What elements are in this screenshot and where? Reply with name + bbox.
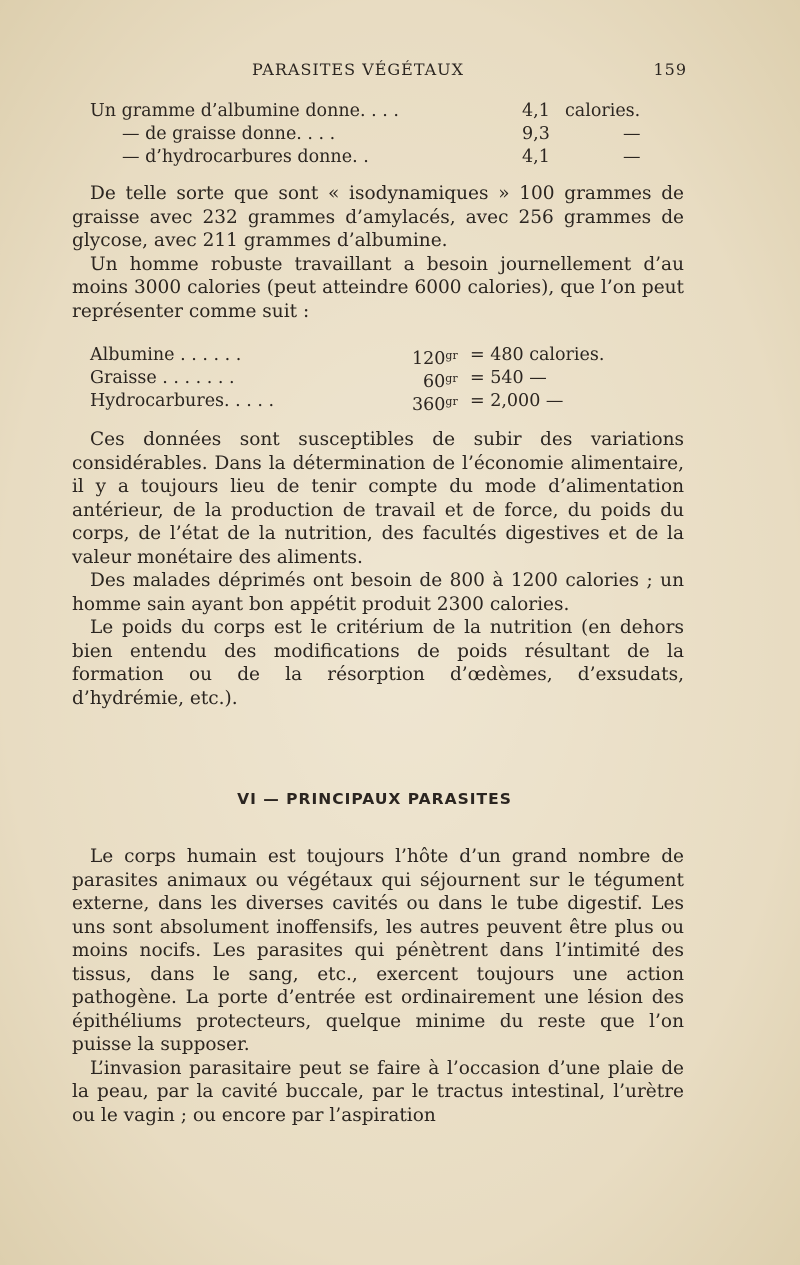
paragraph: L’invasion parasitaire peut se faire à l’occasion d’une plaie de la peau, par la cavité buccale, par le tractus intestinal, l’urètre ou le vagin ; ou encore par l’aspiration: [72, 1057, 684, 1126]
calories-unit: —: [623, 147, 641, 167]
section-heading: VI — PRINCIPAUX PARASITES: [237, 790, 512, 808]
ration-result: = 2,000 —: [470, 391, 564, 411]
page-number: 159: [653, 60, 687, 79]
ration-amount: $360^{gr}$: [412, 395, 458, 415]
paragraph: Ces données sont susceptibles de subir des variations considérables. Dans la détermination de l’économie alimentaire, il y a toujours lieu de tenir compte du mode d’alimentation antérieur, de la production de travail et de force, du poids du corps, de l’état de la nutrition, des facultés digestives et de la valeur monétaire des aliments.: [72, 429, 684, 568]
ration-label: Hydrocarbures. . . . .: [90, 391, 275, 411]
text-block-1: [72, 182, 684, 323]
calories-unit: calories.: [565, 101, 641, 121]
paragraph: Le poids du corps est le critérium de la nutrition (en dehors bien entendu des modifications de poids résultant de la formation ou de la résorption d’œdèmes, d’exsudats, d’hydrémie, etc.).: [72, 617, 684, 709]
daily-ration-table: [90, 344, 690, 413]
ration-label: Graisse . . . . . . .: [90, 368, 235, 388]
calories-per-gram-table: [90, 100, 690, 169]
ration-result: = 480 calories.: [470, 345, 605, 365]
paragraph: Des malades déprimés ont besoin de 800 à 1200 calories ; un homme sain ayant bon appétit produit 2300 calories.: [72, 570, 684, 615]
ration-row: [90, 344, 690, 367]
ration-amount: $120^{gr}$: [412, 349, 458, 369]
ration-amount: $60^{gr}$: [423, 372, 458, 392]
calories-row: [90, 123, 690, 146]
calories-value: 4,1: [522, 101, 550, 121]
calories-unit: —: [623, 124, 641, 144]
text-block-2: [72, 428, 684, 710]
calories-row: [90, 146, 690, 169]
calories-value: 4,1: [522, 147, 550, 167]
ration-result: = 540 —: [470, 368, 547, 388]
calories-label: — d’hydrocarbures donne. .: [122, 147, 369, 167]
text-block-3: [72, 845, 684, 1127]
ration-row: [90, 367, 690, 390]
calories-label: Un gramme d’albumine donne. . . .: [90, 101, 399, 121]
running-head: [62, 60, 687, 86]
paragraph: Le corps humain est toujours l’hôte d’un grand nombre de parasites animaux ou végétaux qui séjournent sur le tégument externe, dans les diverses cavités ou dans le tube digestif. Les uns sont absolument inoffensifs, les autres peuvent être plus ou moins nocifs. Les parasites qui pénètrent dans l’intimité des tissus, dans le sang, etc., exercent toujours une action pathogène. La porte d’entrée est ordinairement une lésion des épithéliums protecteurs, quelque minime du reste que l’on puisse la supposer.: [72, 846, 684, 1055]
calories-label: — de graisse donne. . . .: [122, 124, 336, 144]
paragraph: De telle sorte que sont « isodynamiques » 100 grammes de graisse avec 232 grammes d’amylacés, avec 256 grammes de glycose, avec 211 grammes d’albumine.: [72, 183, 684, 251]
calories-row: [90, 100, 690, 123]
paragraph: Un homme robuste travaillant a besoin journellement d’au moins 3000 calories (peut atteindre 6000 calories), que l’on peut représenter comme suit :: [72, 253, 684, 322]
ration-label: Albumine . . . . . .: [90, 345, 242, 365]
calories-value: 9,3: [522, 124, 550, 144]
ration-row: [90, 390, 690, 413]
running-title: PARASITES VÉGÉTAUX: [252, 60, 465, 79]
